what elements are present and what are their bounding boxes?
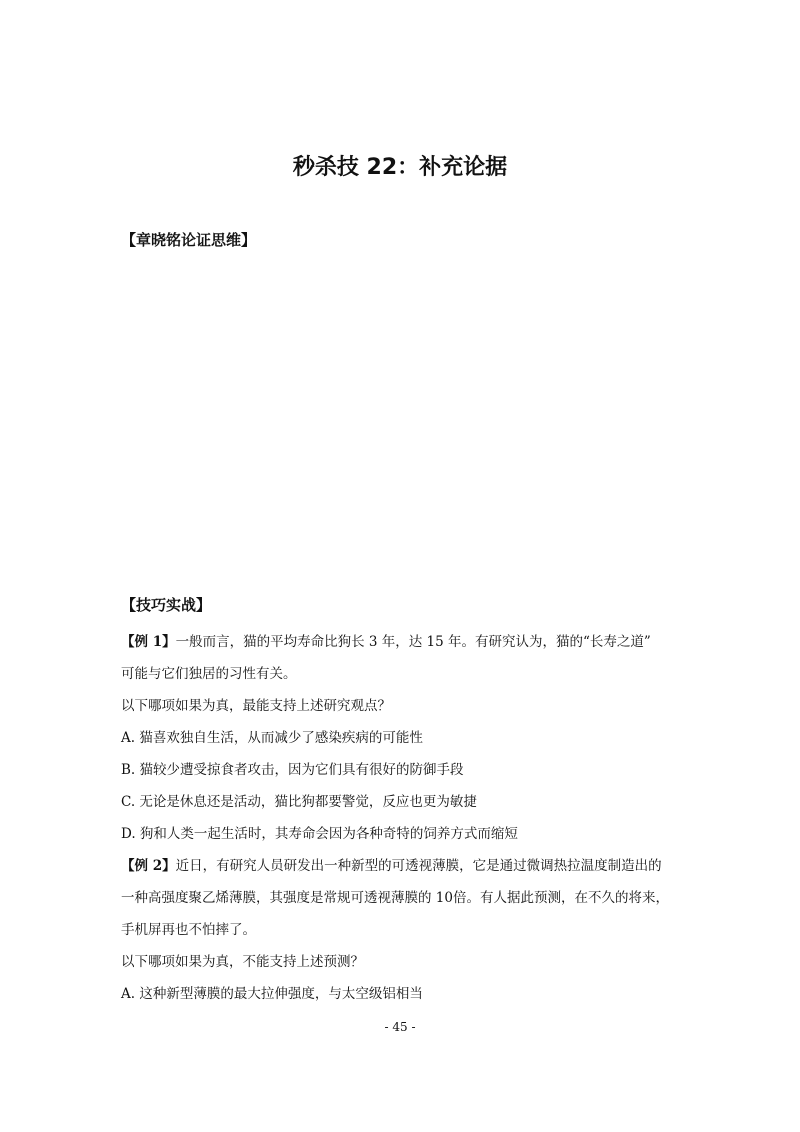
example-2-tag: 【例 2】 — [121, 858, 176, 874]
section-heading-thinking: 【章晓铭论证思维】 — [121, 231, 257, 249]
section-heading-practice: 【技巧实战】 — [121, 596, 212, 614]
example-2-option-a: A. 这种新型薄膜的最大拉伸强度，与太空级铝相当 — [121, 986, 423, 1002]
example-1-tag: 【例 1】 — [121, 634, 176, 650]
example-1-option-b: B. 猫较少遭受掠食者攻击，因为它们具有很好的防御手段 — [121, 762, 464, 778]
example-2-question: 以下哪项如果为真，不能支持上述预测？ — [121, 954, 364, 970]
example-2-text-2: 一种高强度聚乙烯薄膜，其强度是常规可透视薄膜的 10倍。有人据此预测，在不久的将来， — [121, 890, 669, 906]
example-2-text-1: 近日，有研究人员研发出一种新型的可透视薄膜，它是通过微调热拉温度制造出的 — [175, 858, 662, 874]
example-1-question: 以下哪项如果为真，最能支持上述研究观点？ — [121, 698, 391, 714]
example-1-text-2: 可能与它们独居的习性有关。 — [121, 666, 297, 682]
example-1-option-a: A. 猫喜欢独自生活，从而减少了感染疾病的可能性 — [121, 730, 423, 746]
page-number: - 45 - — [384, 1020, 416, 1034]
example-1-line-1 — [121, 630, 651, 650]
example-2-line-1 — [121, 854, 662, 874]
example-2-text-3: 手机屏再也不怕摔了。 — [121, 922, 256, 938]
page-title: 秒杀技 22：补充论据 — [292, 155, 508, 180]
example-1-text-1: 一般而言，猫的平均寿命比狗长 3 年，达 15 年。有研究认为，猫的“长寿之道” — [175, 634, 651, 650]
example-1-option-d: D. 狗和人类一起生活时，其寿命会因为各种奇特的饲养方式而缩短 — [121, 826, 518, 842]
example-1-option-c: C. 无论是休息还是活动，猫比狗都要警觉，反应也更为敏捷 — [121, 794, 477, 810]
